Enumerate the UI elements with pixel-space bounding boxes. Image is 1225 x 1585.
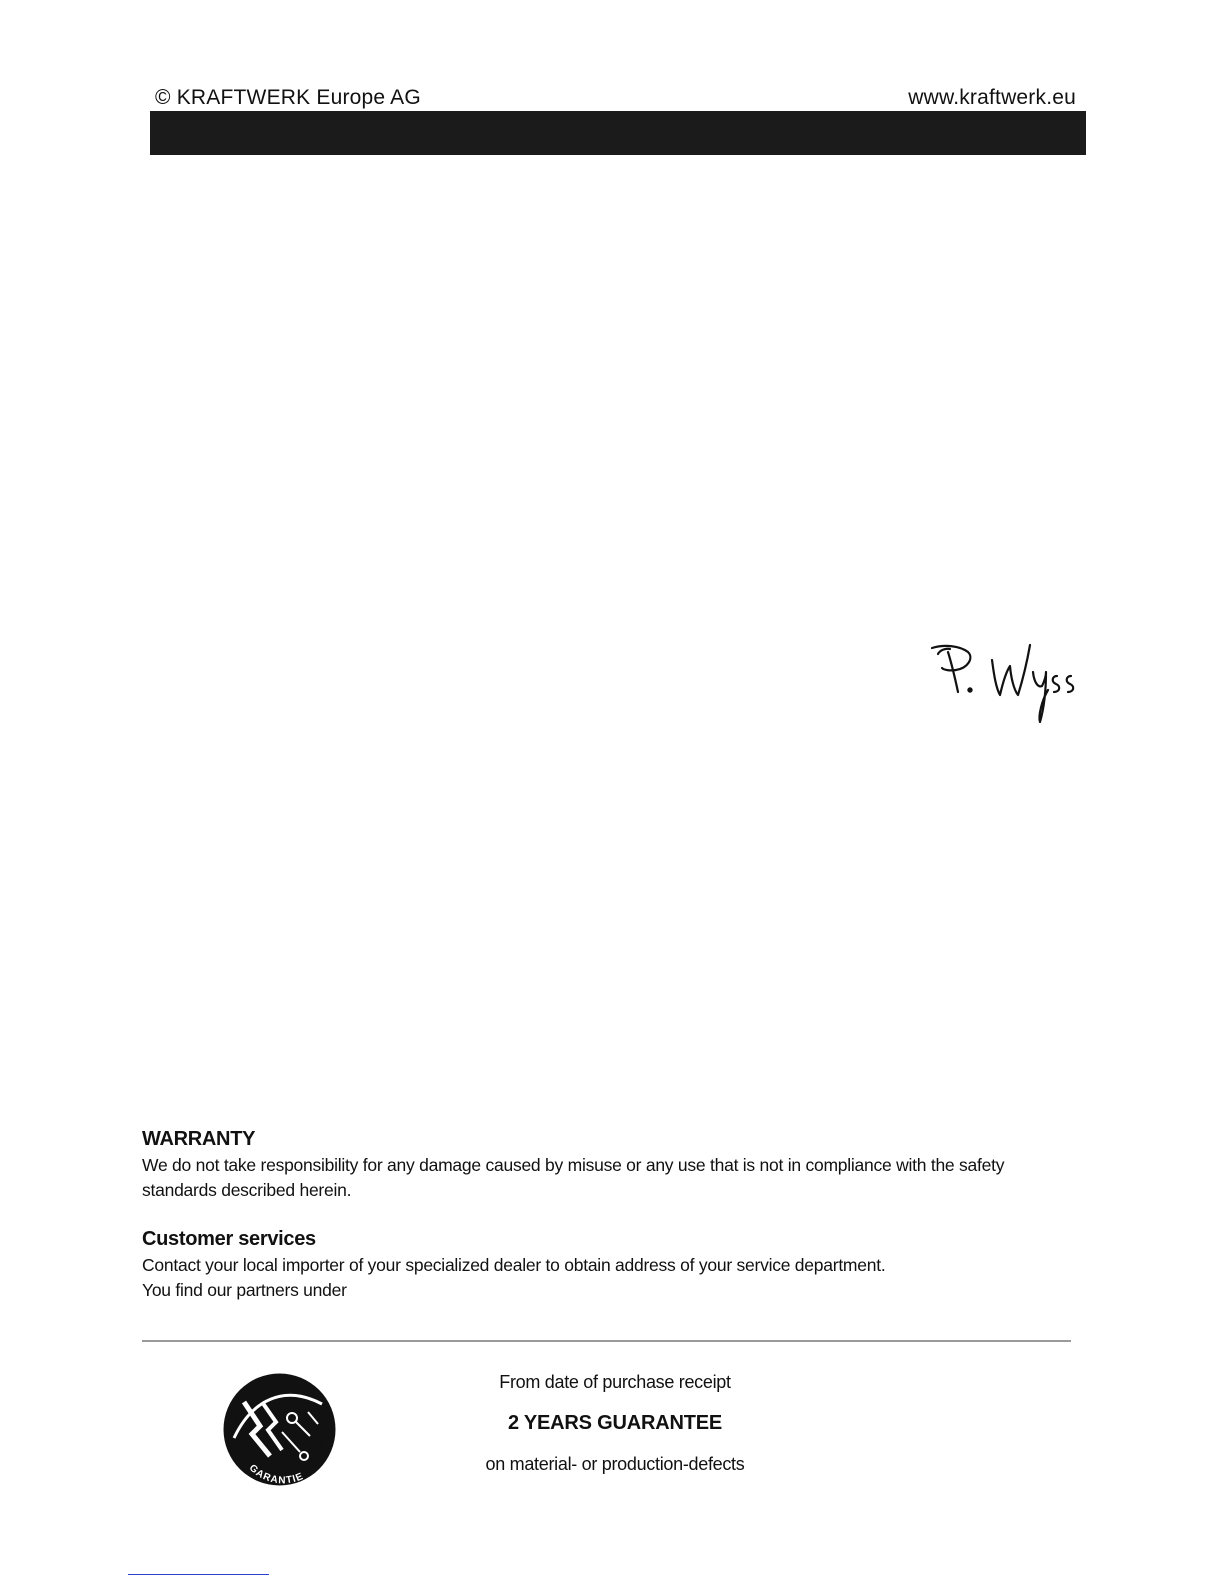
customer-services-section	[142, 1228, 1072, 1303]
garantie-badge-icon	[222, 1372, 337, 1487]
page-header	[150, 83, 1082, 111]
guarantee-block	[460, 1372, 770, 1475]
guarantee-condition-text: on material- or production-defects	[485, 1454, 745, 1474]
customer-services-line-1: Contact your local importer of your specialized dealer to obtain address of your service department.	[142, 1255, 886, 1275]
warranty-title: WARRANTY	[142, 1128, 256, 1150]
customer-services-title: Customer services	[142, 1228, 316, 1250]
guarantee-heading: 2 YEARS GUARANTEE	[507, 1412, 723, 1434]
warranty-section	[142, 1128, 1072, 1203]
guarantee-from-text: From date of purchase receipt	[499, 1372, 731, 1392]
copyright-text: © KRAFTWERK Europe AG	[155, 86, 421, 109]
link-underline[interactable]	[128, 1574, 269, 1575]
warranty-body: We do not take responsibility for any damage caused by misuse or any use that is not in compliance with the safety standards described herein.	[142, 1155, 1005, 1200]
website-url[interactable]: www.kraftwerk.eu	[908, 86, 1076, 109]
customer-services-line-2: You find our partners under	[142, 1280, 347, 1300]
header-bar	[150, 111, 1086, 155]
badge-text: GARANTIE	[246, 1462, 306, 1487]
section-divider	[142, 1340, 1071, 1342]
signature-image	[930, 640, 1075, 725]
